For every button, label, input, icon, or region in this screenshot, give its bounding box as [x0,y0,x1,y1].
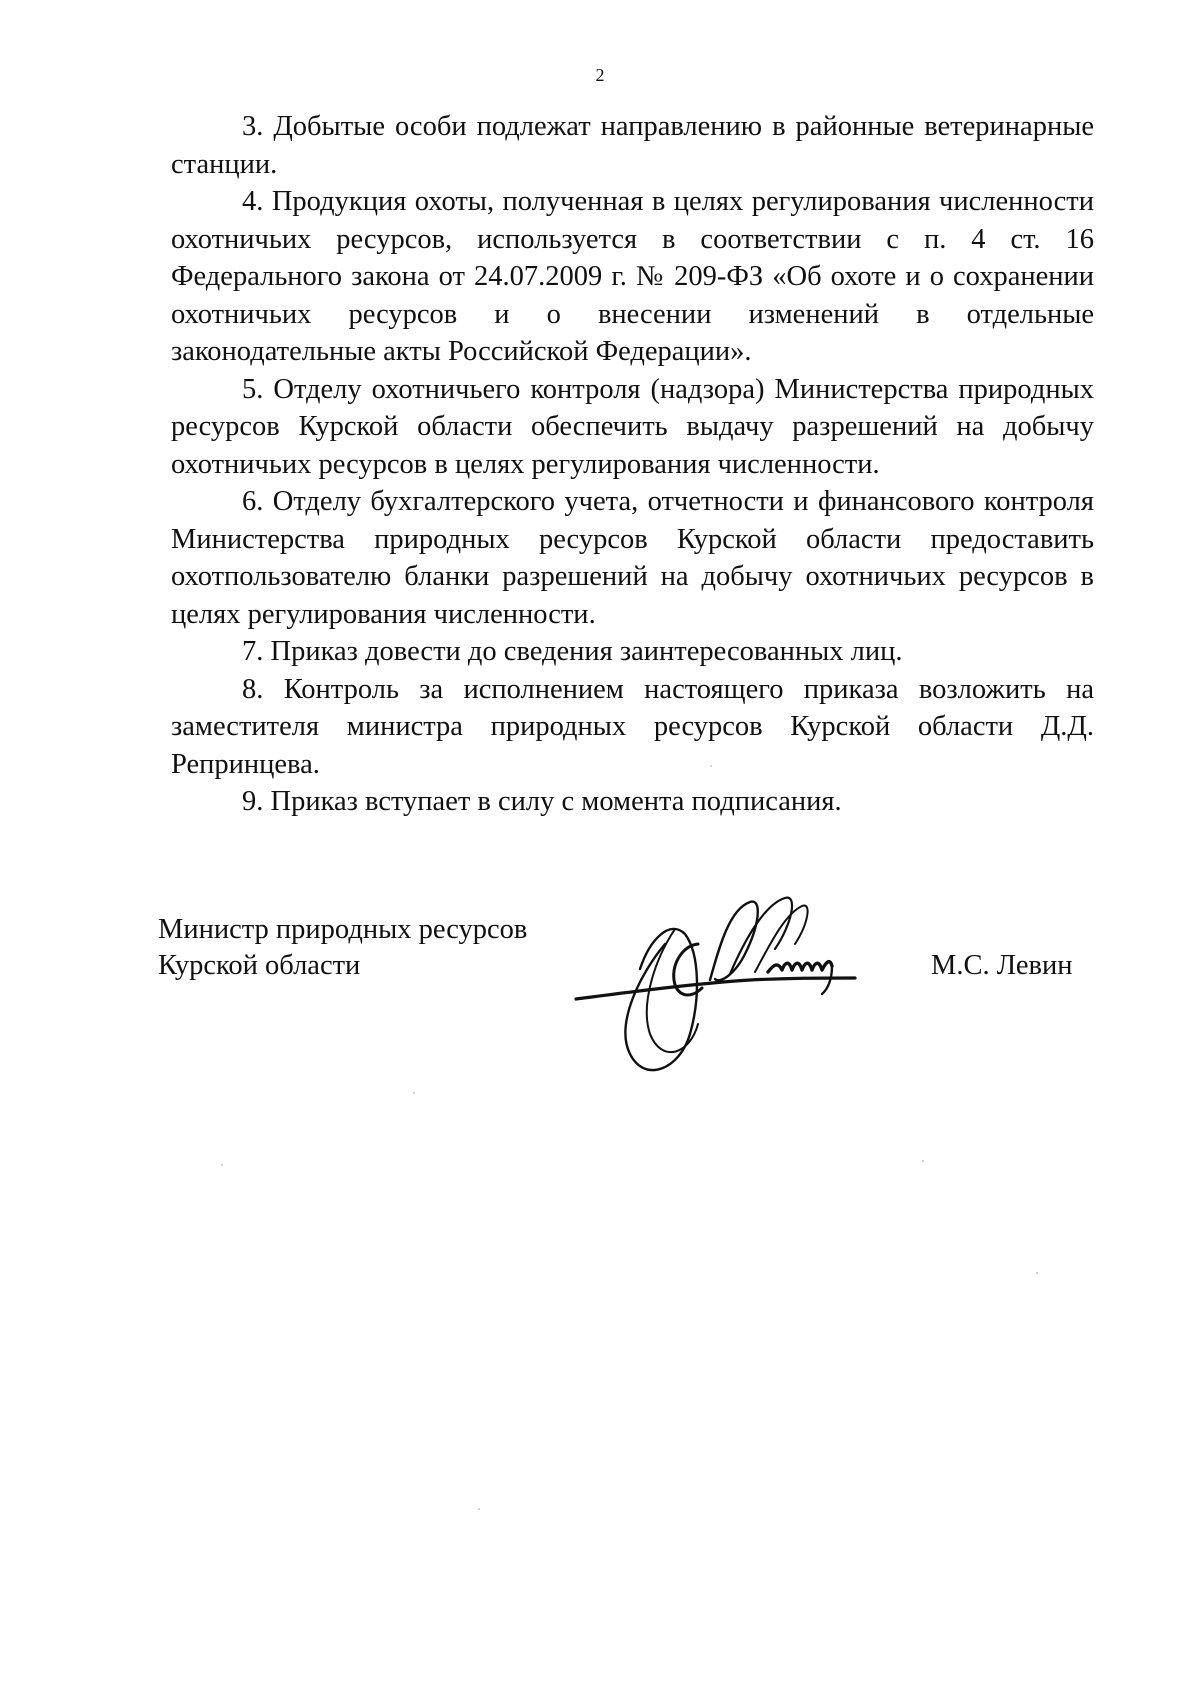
page-number: 2 [595,65,605,85]
paragraph-6: 6. Отделу бухгалтерского учета, отчетности и финансового контроля Министерства природных ресурсов Курской области предоставить охотпользователю бланки разрешений на добычу охотничьих ресурсов в целях регулирования численности. [171,486,1094,630]
signatory-title-line-1: Министр природных ресурсов [158,914,528,945]
paragraph-9: 9. Приказ вступает в силу с момента подписания. [242,786,842,817]
signatory-title-line-2: Курской области [158,950,361,981]
paragraph-5: 5. Отделу охотничьего контроля (надзора) Министерства природных ресурсов Курской области обеспечить выдачу разрешений на добычу охотничьих ресурсов в целях регулирования численности. [171,373,1094,480]
scan-speck [710,765,712,767]
scan-speck [1036,1272,1038,1274]
paragraph-3: 3. Добытые особи подлежат направлению в районные ветеринарные станции. [171,111,1094,180]
signature-block [158,912,1108,1102]
signatory-name: М.С. Левин [931,950,1073,981]
scan-speck [221,1164,223,1166]
scan-speck [478,1508,480,1510]
scan-speck [413,1092,415,1094]
scan-speck [922,1160,924,1162]
paragraph-4: 4. Продукция охоты, полученная в целях регулирования численности охотничьих ресурсов, используется в соответствии с п. 4 ст. 16 Федерального закона от 24.07.2009 г. № 209-ФЗ «Об охоте и о сохранении охотничьих ресурсов и о внесении изменений в отдельные законодательные акты Российской Федерации». [171,186,1094,367]
order-body [171,108,1094,821]
paragraph-7: 7. Приказ довести до сведения заинтересованных лиц. [242,636,903,667]
paragraph-8: 8. Контроль за исполнением настоящего приказа возложить на заместителя министра природных ресурсов Курской области Д.Д. Репринцева. [171,673,1094,780]
handwritten-signature [570,884,900,1089]
signatory-title [158,912,578,984]
